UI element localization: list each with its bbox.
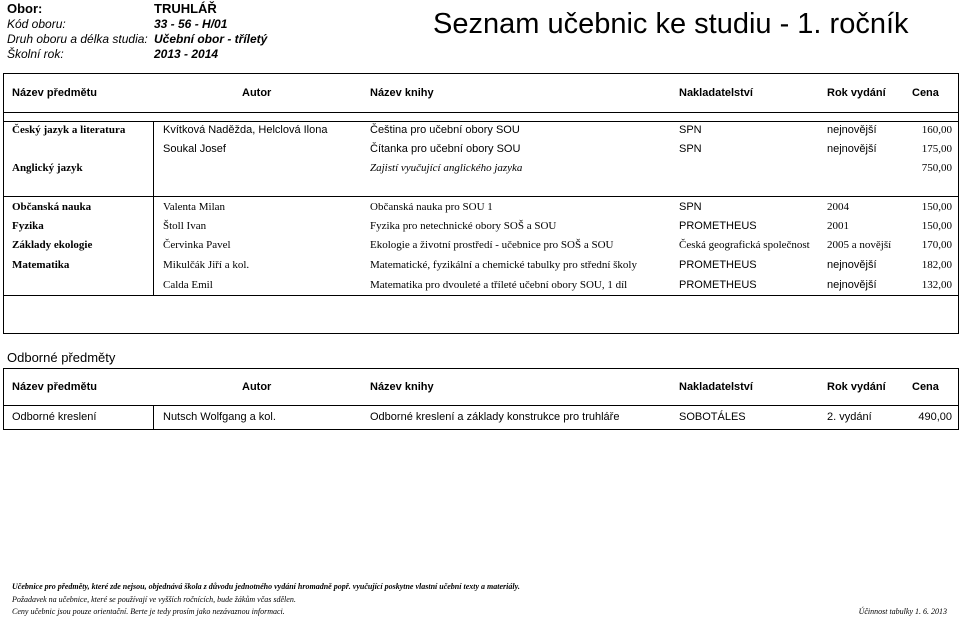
row-year: 2001 bbox=[827, 220, 849, 232]
row-author: Mikulčák Jiří a kol. bbox=[163, 259, 250, 271]
page-title: Seznam učebnic ke studiu - 1. ročník bbox=[433, 8, 909, 40]
row-subject: Občanská nauka bbox=[12, 201, 92, 213]
row-price: 175,00 bbox=[921, 143, 952, 155]
col-separator bbox=[153, 121, 154, 296]
footer-note-2: Požadavek na učebnice, které se používají ve vyšších ročnících, bude žákům včas sdělen. bbox=[12, 595, 296, 604]
row-year: nejnovější bbox=[827, 143, 877, 155]
row-publisher: PROMETHEUS bbox=[679, 259, 757, 271]
table-border-bottom bbox=[3, 333, 959, 334]
row-year: nejnovější bbox=[827, 259, 877, 271]
footer-validity: Účinnost tabulky 1. 6. 2013 bbox=[858, 607, 947, 616]
table-header-border bbox=[3, 112, 959, 113]
col-header-publisher: Nakladatelství bbox=[679, 87, 753, 99]
table-border-top bbox=[3, 73, 959, 74]
row-author: Valenta Milan bbox=[163, 201, 226, 213]
row-book: Ekologie a životní prostředí - učebnice pro SOŠ a SOU bbox=[370, 239, 614, 251]
row-book: Čítanka pro učební obory SOU bbox=[370, 143, 521, 155]
row-year: 2004 bbox=[827, 201, 849, 213]
row-subject: Český jazyk a literatura bbox=[12, 124, 126, 136]
row-subject: Matematika bbox=[12, 259, 70, 271]
col2-header-book: Název knihy bbox=[370, 381, 434, 393]
obor-label: Obor: bbox=[7, 1, 43, 16]
row-subject: Anglický jazyk bbox=[12, 162, 83, 174]
row-book: Občanská nauka pro SOU 1 bbox=[370, 201, 493, 213]
row-price: 170,00 bbox=[921, 239, 952, 251]
table2-border-bottom bbox=[3, 429, 959, 430]
row-book: Zajistí vyučující anglického jazyka bbox=[370, 162, 523, 174]
row-book: Matematika pro dvouleté a tříleté učební obory SOU, 1 díl bbox=[370, 279, 628, 291]
row-author: Štoll Ivan bbox=[163, 220, 207, 232]
col-header-price: Cena bbox=[912, 87, 939, 99]
row-author: Calda Emil bbox=[163, 279, 213, 291]
row-separator bbox=[3, 295, 959, 296]
kod-value: 33 - 56 - H/01 bbox=[154, 17, 228, 31]
row-year: nejnovější bbox=[827, 279, 877, 291]
row-book: Matematické, fyzikální a chemické tabulky pro střední školy bbox=[370, 259, 637, 271]
col-header-year: Rok vydání bbox=[827, 87, 886, 99]
col-header-author: Autor bbox=[242, 87, 272, 99]
table2-border-top bbox=[3, 368, 959, 369]
row-publisher: SPN bbox=[679, 201, 702, 213]
row-year: 2005 a novější bbox=[827, 239, 892, 251]
row-price: 160,00 bbox=[921, 124, 952, 136]
table2-border-left bbox=[3, 368, 4, 430]
row-book: Fyzika pro netechnické obory SOŠ a SOU bbox=[370, 220, 557, 232]
row-author: Nutsch Wolfgang a kol. bbox=[163, 411, 276, 423]
col-header-book: Název knihy bbox=[370, 87, 434, 99]
row-year: 2. vydání bbox=[827, 411, 872, 423]
obor-value: TRUHLÁŘ bbox=[154, 1, 217, 16]
row-price: 150,00 bbox=[921, 220, 952, 232]
kod-label: Kód oboru: bbox=[7, 17, 66, 31]
row-price: 132,00 bbox=[921, 279, 952, 291]
rok-label: Školní rok: bbox=[7, 47, 64, 61]
footer-note-3: Ceny učebnic jsou pouze orientační. Berte je tedy prosím jako nezávaznou informaci. bbox=[12, 607, 285, 616]
row-price: 490,00 bbox=[918, 411, 952, 423]
row-publisher: PROMETHEUS bbox=[679, 279, 757, 291]
col2-header-price: Cena bbox=[912, 381, 939, 393]
row-price: 182,00 bbox=[921, 259, 952, 271]
row-publisher: SOBOTÁLES bbox=[679, 411, 746, 423]
row-price: 150,00 bbox=[921, 201, 952, 213]
table2-header-border bbox=[3, 405, 959, 406]
row-author: Soukal Josef bbox=[163, 143, 226, 155]
row-separator bbox=[3, 121, 959, 122]
row-year: nejnovější bbox=[827, 124, 877, 136]
row-author: Kvítková Naděžda, Helclová Ilona bbox=[163, 124, 328, 136]
table2-border-right bbox=[958, 368, 959, 430]
col2-header-subject: Název předmětu bbox=[12, 381, 97, 393]
row-book: Odborné kreslení a základy konstrukce pro truhláře bbox=[370, 411, 620, 423]
footer-note-1: Učebnice pro předměty, které zde nejsou, objednává škola z důvodu jednotného vydání hromadně popř. vyučující poskytne vlastní učební texty a materiály. bbox=[12, 582, 520, 591]
col-separator bbox=[153, 405, 154, 430]
section-title-odborne: Odborné předměty bbox=[7, 350, 116, 365]
row-publisher: Česká geografická společnost bbox=[679, 239, 810, 251]
row-subject: Základy ekologie bbox=[12, 239, 93, 251]
row-subject: Odborné kreslení bbox=[12, 411, 97, 423]
row-publisher: PROMETHEUS bbox=[679, 220, 757, 232]
col2-header-publisher: Nakladatelství bbox=[679, 381, 753, 393]
col-header-subject: Název předmětu bbox=[12, 87, 97, 99]
row-publisher: SPN bbox=[679, 124, 702, 136]
row-separator bbox=[3, 196, 959, 197]
rok-value: 2013 - 2014 bbox=[154, 47, 219, 61]
col2-header-year: Rok vydání bbox=[827, 381, 886, 393]
row-author: Červinka Pavel bbox=[163, 239, 231, 251]
col2-header-author: Autor bbox=[242, 381, 272, 393]
row-subject: Fyzika bbox=[12, 220, 44, 232]
druh-label: Druh oboru a délka studia: bbox=[7, 32, 148, 46]
row-book: Čeština pro učební obory SOU bbox=[370, 124, 520, 136]
col-separator bbox=[153, 277, 154, 296]
row-publisher: SPN bbox=[679, 143, 702, 155]
druh-value: Učební obor - tříletý bbox=[154, 32, 268, 46]
row-price: 750,00 bbox=[921, 162, 952, 174]
